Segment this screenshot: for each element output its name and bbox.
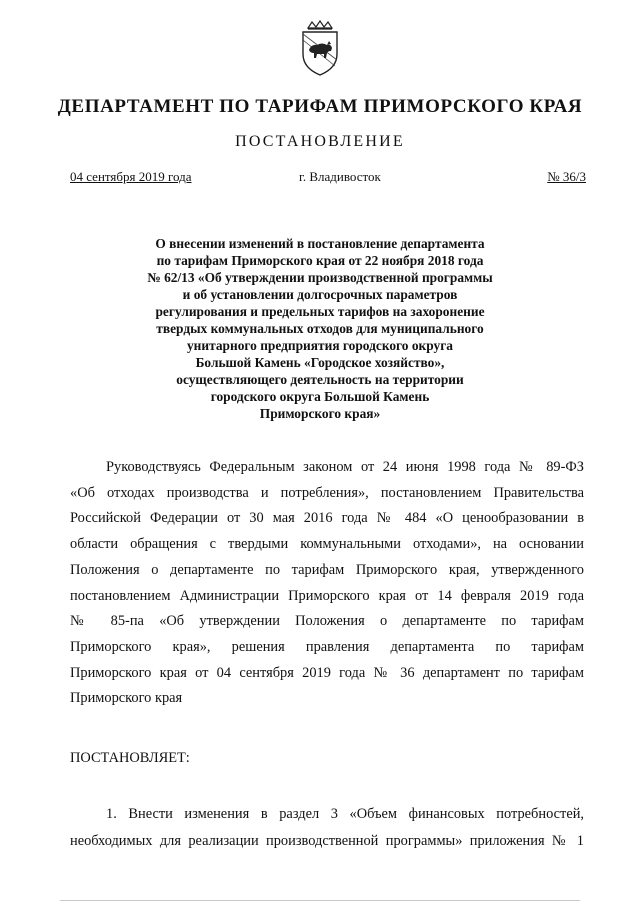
preamble-line: Приморского края (70, 690, 183, 707)
preamble-line: Приморского края от 04 сентября 2019 года № 36 департамент по тарифам (70, 664, 584, 681)
document-meta-row (70, 169, 586, 187)
resolves-heading: ПОСТАНОВЛЯЕТ: (70, 750, 190, 766)
heading-line: городского округа Большой Камень (210, 389, 430, 404)
heading-line: Большой Камень «Городское хозяйство», (195, 355, 445, 370)
document-number: № 36/3 (547, 169, 586, 184)
clause-1 (70, 801, 584, 855)
document-heading (100, 235, 540, 422)
coat-of-arms-emblem (298, 20, 342, 78)
department-title: ДЕПАРТАМЕНТ ПО ТАРИФАМ ПРИМОРСКОГО КРАЯ (57, 96, 583, 117)
preamble-line: Российской Федерации от 30 мая 2016 года № 484 «О ценообразовании в (70, 510, 584, 527)
document-city: г. Владивосток (299, 169, 381, 184)
heading-line: регулирования и предельных тарифов на захоронение (155, 304, 485, 319)
page-bottom-divider (60, 900, 580, 901)
heading-line: № 62/13 «Об утверждении производственной программы (147, 270, 493, 285)
preamble-paragraph (70, 455, 584, 712)
preamble-line: постановлением Администрации Приморского края от 14 февраля 2019 года (70, 587, 584, 604)
heading-line: Приморского края» (259, 406, 381, 421)
heading-line: осуществляющего деятельность на территории (176, 372, 464, 387)
heading-line: и об установлении долгосрочных параметров (182, 287, 458, 302)
document-date: 04 сентября 2019 года (70, 169, 192, 184)
preamble-line: «Об отходах производства и потребления», постановлением Правительства (70, 484, 584, 501)
preamble-line: Приморского края», решения правления департамента по тарифам (70, 638, 584, 655)
preamble-line: № 85-па «Об утверждении Положения о департаменте по тарифам (70, 613, 584, 630)
heading-line: по тарифам Приморского края от 22 ноября 2018 года (156, 253, 484, 268)
preamble-line: Положения о департаменте по тарифам Приморского края, утвержденного (70, 561, 584, 578)
clause-line: 1. Внести изменения в раздел 3 «Объем финансовых потребностей, (106, 806, 584, 822)
heading-line: унитарного предприятия городского округа (186, 338, 453, 353)
heading-line: твердых коммунальных отходов для муниципального (156, 321, 484, 336)
preamble-line: Руководствуясь Федеральным законом от 24 июня 1998 года № 89-ФЗ (106, 459, 584, 475)
heading-line: О внесении изменений в постановление департамента (155, 236, 485, 251)
preamble-line: области обращения с твердыми коммунальными отходами», на основании (70, 536, 584, 553)
document-type: ПОСТАНОВЛЕНИЕ (235, 133, 405, 150)
clause-line: необходимых для реализации производственной программы» приложения № 1 (70, 833, 584, 849)
